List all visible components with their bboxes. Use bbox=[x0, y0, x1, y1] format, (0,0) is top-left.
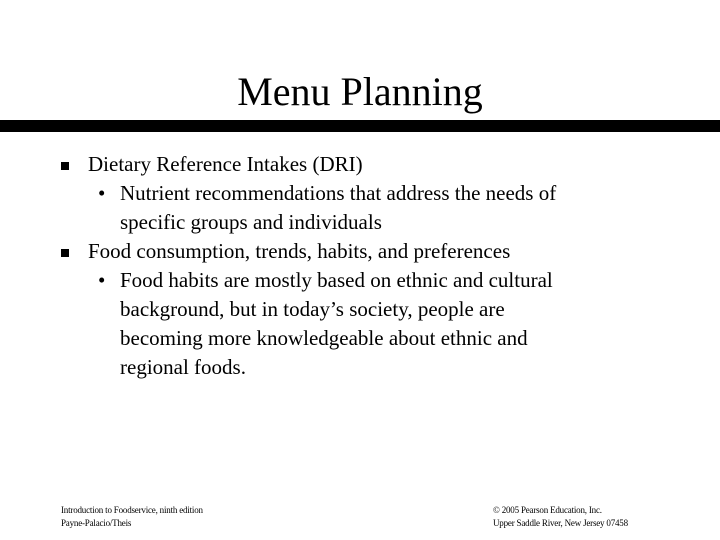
sub-bullet-item bbox=[0, 266, 640, 382]
dot-bullet-icon: • bbox=[98, 268, 106, 292]
footer-book-credit bbox=[61, 504, 203, 530]
square-bullet-icon bbox=[61, 152, 69, 181]
dot-bullet-icon: • bbox=[98, 181, 106, 205]
slide-content bbox=[0, 150, 720, 382]
sub-bullet-line: Nutrient recommendations that address the needs of bbox=[120, 181, 557, 205]
sub-bullet-line: becoming more knowledgeable about ethnic and bbox=[120, 326, 528, 350]
square-bullet-icon bbox=[61, 239, 69, 268]
sub-bullet-line: Food habits are mostly based on ethnic and cultural bbox=[120, 268, 553, 292]
footer-copyright-line: © 2005 Pearson Education, Inc. bbox=[493, 505, 602, 515]
bullet-item bbox=[0, 150, 720, 179]
footer-copyright bbox=[493, 504, 628, 530]
sub-bullet-line: regional foods. bbox=[120, 355, 246, 379]
footer-publisher-location: Upper Saddle River, New Jersey 07458 bbox=[493, 518, 628, 528]
footer-authors: Payne-Palacio/Theis bbox=[61, 518, 132, 528]
footer-book-title: Introduction to Foodservice, ninth edition bbox=[61, 505, 203, 515]
bullet-text: Food consumption, trends, habits, and preferences bbox=[88, 239, 511, 263]
sub-bullet-line: specific groups and individuals bbox=[120, 210, 382, 234]
sub-bullet-item bbox=[0, 179, 640, 237]
slide-title: Menu Planning bbox=[237, 69, 483, 114]
title-divider bbox=[0, 120, 720, 132]
bullet-item bbox=[0, 237, 720, 266]
sub-bullet-line: background, but in today’s society, people are bbox=[120, 297, 505, 321]
bullet-text: Dietary Reference Intakes (DRI) bbox=[88, 152, 363, 176]
